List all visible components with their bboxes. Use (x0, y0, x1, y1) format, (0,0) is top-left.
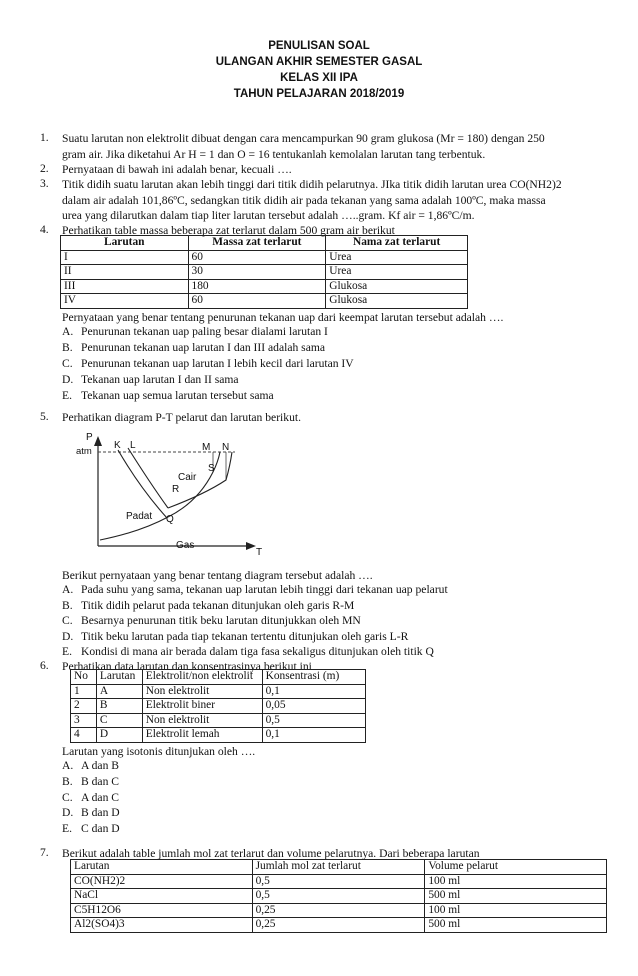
table-cell: I (61, 250, 189, 265)
q3-line-3: urea yang dilarutkan dalam tiap liter larutan tersebut adalah …..gram. Kf air = 1,86ºC/m. (62, 209, 475, 222)
table-cell: D (96, 728, 142, 743)
table-cell: 100 ml (425, 903, 607, 918)
option-text: Tekanan uap larutan I dan II sama (81, 373, 239, 386)
table-cell: CO(NH2)2 (71, 874, 253, 889)
option-text: A dan C (81, 791, 120, 804)
option-letter: A. (62, 759, 74, 772)
option-letter: E. (62, 645, 72, 658)
table-row (71, 889, 607, 904)
point-m-label: M (202, 442, 211, 453)
q3-line-1: Titik didih suatu larutan akan lebih tinggi dari titik didih pelarutnya. JIka titik didih larutan urea CO(NH2)2 (62, 178, 562, 191)
table-row (61, 250, 468, 265)
option-text: B dan C (81, 775, 120, 788)
table-cell: 0,25 (252, 903, 425, 918)
table-cell: Elektrolit biner (142, 699, 262, 714)
table-cell: C5H12O6 (71, 903, 253, 918)
q7-table (70, 859, 607, 933)
option-letter: E. (62, 389, 72, 402)
table-cell: Non elektrolit (142, 713, 262, 728)
table-row (71, 903, 607, 918)
q6-option-e (62, 822, 120, 835)
table-cell: 60 (188, 294, 326, 309)
region-gas-label: Gas (176, 540, 195, 551)
option-text: Tekanan uap semua larutan tersebut sama (81, 389, 274, 402)
option-text: Besarnya penurunan titik beku larutan ditunjukkan oleh MN (81, 614, 361, 627)
q4-line-1: Perhatikan table massa beberapa zat terlarut dalam 500 gram air berikut (62, 224, 395, 237)
table-header-row (71, 860, 607, 875)
y-axis-label: P (86, 432, 93, 443)
table-row (71, 874, 607, 889)
option-text: Penurunan tekanan uap larutan I dan III adalah sama (81, 341, 326, 354)
option-letter: C. (62, 614, 73, 627)
q5-option-e (62, 645, 434, 658)
table-row (71, 918, 607, 933)
option-letter: C. (62, 791, 73, 804)
question-1 (62, 131, 618, 162)
option-letter: D. (62, 806, 74, 819)
table-cell: III (61, 279, 189, 294)
table-header-cell: Massa zat terlarut (188, 236, 326, 251)
table-cell: NaCl (71, 889, 253, 904)
option-letter: B. (62, 599, 73, 612)
table-header-cell: Volume pelarut (425, 860, 607, 875)
table-row (71, 699, 366, 714)
table-header-cell: Jumlah mol zat terlarut (252, 860, 425, 875)
q4-option-c (62, 357, 354, 370)
option-letter: C. (62, 357, 73, 370)
table-header-cell: No (71, 670, 97, 685)
q7-number: 7. (40, 846, 49, 859)
table-row (71, 713, 366, 728)
point-r-label: R (172, 484, 180, 495)
header-exam-name: ULANGAN AKHIR SEMESTER GASAL (215, 56, 423, 68)
table-header-row (61, 236, 468, 251)
table-cell: 0,5 (252, 889, 425, 904)
phase-diagram (70, 428, 270, 558)
x-axis-label: T (256, 547, 263, 558)
option-text: C dan D (81, 822, 120, 835)
q5-number: 5. (40, 410, 49, 423)
option-letter: A. (62, 325, 74, 338)
q3-number: 3. (40, 177, 49, 190)
table-cell: Elektrolit lemah (142, 728, 262, 743)
table-header-cell: Larutan (61, 236, 189, 251)
q4-number: 4. (40, 223, 49, 236)
option-letter: D. (62, 373, 74, 386)
table-header-row (71, 670, 366, 685)
table-cell: 3 (71, 713, 97, 728)
table-row (61, 294, 468, 309)
table-header-cell: Nama zat terlarut (326, 236, 468, 251)
table-cell: Al2(SO4)3 (71, 918, 253, 933)
q4-option-a (62, 325, 328, 338)
option-letter: E. (62, 822, 72, 835)
q4-stem: Pernyataan yang benar tentang penurunan tekanan uap dari keempat larutan tersebut adalah …. (62, 311, 504, 324)
table-cell: 0,5 (262, 713, 365, 728)
q5-option-a (62, 583, 448, 596)
q1-number: 1. (40, 131, 49, 144)
option-text: Titik didih pelarut pada tekanan ditunjukan oleh garis R-M (81, 599, 355, 612)
q6-option-c (62, 791, 119, 804)
q4-option-e (62, 389, 274, 402)
table-row (71, 728, 366, 743)
option-text: Penurunan tekanan uap larutan I lebih kecil dari larutan IV (81, 357, 354, 370)
q5-option-d (62, 630, 408, 643)
q5-option-c (62, 614, 361, 627)
region-solid-label: Padat (126, 511, 153, 522)
point-n-label: N (222, 442, 230, 453)
q6-stem: Larutan yang isotonis ditunjukan oleh …. (62, 745, 256, 758)
option-text: Kondisi di mana air berada dalam tiga fasa sekaligus ditunjukan oleh titik Q (81, 645, 434, 658)
table-cell: 0,5 (252, 874, 425, 889)
table-cell: II (61, 265, 189, 280)
table-cell: 1 (71, 684, 97, 699)
table-header-cell: Konsentrasi (m) (262, 670, 365, 685)
table-cell: 0,1 (262, 728, 365, 743)
table-cell: 0,25 (252, 918, 425, 933)
option-letter: B. (62, 341, 73, 354)
q6-option-b (62, 775, 119, 788)
table-header-cell: Elektrolit/non elektrolit (142, 670, 262, 685)
q3-line-2: dalam air adalah 101,86ºC, sedangkan titik didih air pada tekanan yang sama adalah 100ºC, maka massa (62, 193, 546, 207)
table-cell: B (96, 699, 142, 714)
table-header-cell: Larutan (71, 860, 253, 875)
q6-table (70, 669, 366, 743)
option-text: Pada suhu yang sama, tekanan uap larutan lebih tinggi dari tekanan uap pelarut (81, 583, 448, 596)
q1-line-2: gram air. Jika diketahui Ar H = 1 dan O = 16 tentukanlah kemolalan larutan tang terbentuk. (62, 147, 486, 161)
table-cell: C (96, 713, 142, 728)
table-cell: Urea (326, 250, 468, 265)
table-cell: Glukosa (326, 279, 468, 294)
option-text: Titik beku larutan pada tiap tekanan tertentu ditunjukan oleh garis L-R (81, 630, 409, 643)
q6-option-a (62, 759, 119, 772)
solvent-fusion-curve (118, 450, 167, 518)
table-cell: A (96, 684, 142, 699)
point-s-label: S (208, 463, 215, 474)
q5-stem: Berikut pernyataan yang benar tentang diagram tersebut adalah …. (62, 569, 373, 582)
q4-option-b (62, 341, 325, 354)
header-class: KELAS XII IPA (280, 72, 358, 84)
q1-line-1: Suatu larutan non elektrolit dibuat dengan cara mencampurkan 90 gram glukosa (Mr = 180) dengan 250 (62, 132, 545, 145)
table-header-cell: Larutan (96, 670, 142, 685)
header-title: PENULISAN SOAL (268, 40, 370, 52)
table-cell: 500 ml (425, 918, 607, 933)
table-cell: 100 ml (425, 874, 607, 889)
point-l-label: L (130, 440, 136, 451)
q6-number: 6. (40, 659, 49, 672)
table-cell: 2 (71, 699, 97, 714)
question-3 (62, 177, 618, 224)
table-cell: 180 (188, 279, 326, 294)
q2-number: 2. (40, 162, 49, 175)
y-axis-unit: atm (76, 446, 92, 457)
table-cell: 500 ml (425, 889, 607, 904)
option-letter: A. (62, 583, 74, 596)
q4-table (60, 235, 468, 309)
table-row (61, 279, 468, 294)
table-cell: IV (61, 294, 189, 309)
table-cell: 4 (71, 728, 97, 743)
point-k-label: K (114, 440, 121, 451)
x-axis-arrow-icon (246, 542, 256, 550)
table-cell: 0,05 (262, 699, 365, 714)
table-row (61, 265, 468, 280)
table-cell: 30 (188, 265, 326, 280)
header-year: TAHUN PELAJARAN 2018/2019 (233, 88, 405, 100)
table-row (71, 684, 366, 699)
point-q-label: Q (166, 514, 174, 525)
option-letter: D. (62, 630, 74, 643)
y-axis-arrow-icon (94, 436, 102, 446)
q2-line-1: Pernyataan di bawah ini adalah benar, kecuali …. (62, 163, 292, 176)
table-cell: Glukosa (326, 294, 468, 309)
option-text: A dan B (81, 759, 120, 772)
table-cell: 60 (188, 250, 326, 265)
q4-option-d (62, 373, 239, 386)
q6-line-1: Perhatikan data larutan dan konsentrasinya berikut ini (62, 660, 312, 673)
q5-line-1: Perhatikan diagram P-T pelarut dan larutan berikut. (62, 411, 301, 424)
q7-line-1: Berikut adalah table jumlah mol zat terlarut dan volume pelarutnya. Dari beberapa larutan (62, 847, 480, 860)
table-cell: Urea (326, 265, 468, 280)
q6-option-d (62, 806, 120, 819)
region-liquid-label: Cair (178, 472, 197, 483)
solution-fusion-curve (128, 448, 168, 508)
option-letter: B. (62, 775, 73, 788)
table-cell: Non elektrolit (142, 684, 262, 699)
option-text: B dan D (81, 806, 120, 819)
option-text: Penurunan tekanan uap paling besar dialami larutan I (81, 325, 328, 338)
q5-option-b (62, 599, 354, 612)
table-cell: 0,1 (262, 684, 365, 699)
